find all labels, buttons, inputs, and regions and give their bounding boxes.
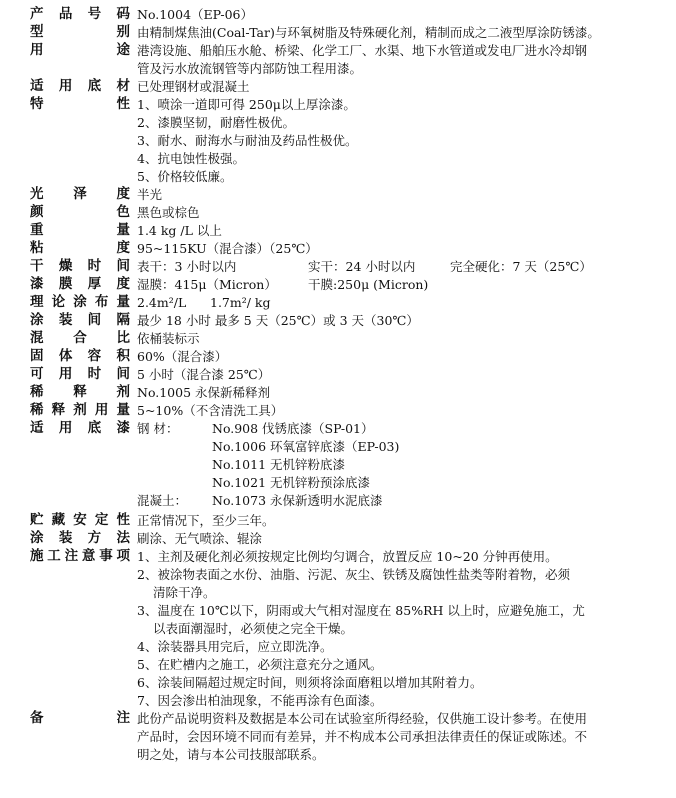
row-usage	[0, 41, 676, 60]
value-dry-full-cure: 完全硬化：7 天（25℃）	[450, 259, 592, 274]
primer-steel-item: No.908 伐锈底漆（SP-01）	[212, 421, 374, 436]
feature-item: 5、价格较低廉。	[137, 169, 233, 184]
note-item: 2、被涂物表面之水份、油脂、污泥、灰尘、铁锈及腐蚀性盐类等附着物，必须	[137, 567, 570, 582]
value-coverage-per-kg: 1.7m²/ kg	[210, 295, 271, 310]
value-interval: 最少 18 小时 最多 5 天（25℃）或 3 天（30℃）	[137, 313, 419, 328]
label-coverage: 理论涂布量	[30, 294, 130, 310]
label-interval: 涂装间隔	[30, 312, 130, 328]
label-mix: 混合比	[30, 330, 130, 346]
primer-concrete-label: 混凝土：	[137, 493, 188, 508]
label-features: 特性	[30, 96, 130, 112]
primer-steel-label: 钢 材：	[137, 421, 179, 436]
note-item: 3、温度在 10℃以下，阴雨或大气相对湿度在 85%RH 以上时，应避免施工，尤	[137, 603, 585, 618]
note-item-cont: 清除干净。	[153, 585, 216, 600]
row-weight	[0, 221, 676, 240]
row-primer	[0, 419, 676, 438]
label-weight: 重量	[30, 222, 130, 238]
label-model: 型别	[30, 24, 130, 40]
row-drying	[0, 257, 676, 276]
row-potlife	[0, 365, 676, 384]
remark-line: 明之处，请与本公司技服部联系。	[137, 747, 325, 762]
row-solids	[0, 347, 676, 366]
label-drying: 干燥时间	[30, 258, 130, 274]
note-item: 5、在贮槽内之施工，必须注意充分之通风。	[137, 657, 383, 672]
label-remark: 备注	[30, 710, 130, 726]
value-mix: 依桶装标示	[137, 331, 200, 346]
label-storage: 贮藏安定性	[30, 512, 130, 528]
value-substrate: 已处理钢材或混凝土	[137, 79, 250, 94]
row-features-cont	[0, 113, 676, 132]
note-item-cont: 以表面潮湿时，必须使之完全干燥。	[153, 621, 354, 636]
label-viscosity: 粘度	[30, 240, 130, 256]
value-weight: 1.4 kg /L 以上	[137, 223, 222, 238]
label-primer: 适用底漆	[30, 420, 130, 436]
feature-item: 2、漆膜坚韧，耐磨性极优。	[137, 115, 295, 130]
value-dry-hard: 实干：24 小时以内	[308, 259, 416, 274]
row-interval	[0, 311, 676, 330]
label-product-no: 产品号码	[30, 6, 130, 22]
value-gloss: 半光	[137, 187, 163, 202]
primer-steel-item: No.1021 无机锌粉预涂底漆	[212, 475, 371, 490]
row-remark-cont	[0, 745, 676, 764]
row-usage-cont	[0, 59, 676, 78]
row-primer-concrete	[0, 491, 676, 510]
row-method	[0, 529, 676, 548]
label-gloss: 光泽度	[30, 186, 130, 202]
row-notes-cont	[0, 691, 676, 710]
row-notes-cont	[0, 601, 676, 620]
row-features	[0, 95, 676, 114]
note-item: 7、因会渗出柏油现象，不能再涂有色面漆。	[137, 693, 383, 708]
row-primer-cont	[0, 455, 676, 474]
label-solids: 固体容积	[30, 348, 130, 364]
value-coverage-per-litre: 2.4m²/L	[137, 295, 187, 310]
row-features-cont	[0, 167, 676, 186]
value-thinner: No.1005 永保新稀释剂	[137, 385, 271, 400]
row-remark-cont	[0, 727, 676, 746]
value-storage: 正常情况下，至少三年。	[137, 513, 275, 528]
value-viscosity: 95~115KU（混合漆）（25℃）	[137, 241, 318, 256]
row-primer-cont	[0, 473, 676, 492]
value-dry-film: 干膜:250μ (Micron)	[308, 277, 429, 292]
value-model: 由精制煤焦油(Coal-Tar)与环氧树脂及特殊硬化剂，精制而成之二液型厚涂防锈漆。	[137, 25, 600, 40]
note-item: 6、涂装间隔超过规定时间，则须将涂面磨粗以增加其附着力。	[137, 675, 483, 690]
row-gloss	[0, 185, 676, 204]
value-potlife: 5 小时（混合漆 25℃）	[137, 367, 271, 382]
label-usage: 用途	[30, 42, 130, 58]
remark-line: 产品时，会因环境不同而有差异，并不构成本公司承担法律责任的保证或陈述。不	[137, 729, 588, 744]
value-dry-surface: 表干：3 小时以内	[137, 259, 237, 274]
label-thinner-amount: 稀释剂用量	[30, 402, 130, 418]
row-features-cont	[0, 131, 676, 150]
row-thickness	[0, 275, 676, 294]
row-notes-cont	[0, 637, 676, 656]
value-method: 刷涂、无气喷涂、辊涂	[137, 531, 263, 546]
primer-steel-item: No.1011 无机锌粉底漆	[212, 457, 346, 472]
feature-item: 1、喷涂一道即可得 250μ以上厚涂漆。	[137, 97, 356, 112]
row-viscosity	[0, 239, 676, 258]
row-color	[0, 203, 676, 222]
row-notes	[0, 547, 676, 566]
row-storage	[0, 511, 676, 530]
label-thinner: 稀释剂	[30, 384, 130, 400]
value-wet-film: 湿膜：415μ（Micron）	[137, 277, 277, 292]
value-product-no: No.1004（EP-06）	[137, 7, 254, 22]
label-method: 涂装方法	[30, 530, 130, 546]
value-solids: 60%（混合漆）	[137, 349, 228, 364]
note-item: 4、涂装器具用完后，应立即洗净。	[137, 639, 333, 654]
value-color: 黑色或棕色	[137, 205, 200, 220]
row-notes-cont	[0, 673, 676, 692]
row-notes-cont	[0, 583, 676, 602]
row-model	[0, 23, 676, 42]
label-potlife: 可用时间	[30, 366, 130, 382]
row-mix	[0, 329, 676, 348]
feature-item: 3、耐水、耐海水与耐油及药品性极优。	[137, 133, 358, 148]
value-usage-line: 管及污水放流钢管等内部防蚀工程用漆。	[137, 61, 363, 76]
primer-steel-item: No.1006 环氧富锌底漆（EP-03)	[212, 439, 400, 454]
row-remark	[0, 709, 676, 728]
row-thinner	[0, 383, 676, 402]
row-substrate	[0, 77, 676, 96]
label-color: 颜色	[30, 204, 130, 220]
value-usage-line: 港湾设施、船舶压水舱、桥梁、化学工厂、水渠、地下水管道或发电厂进水冷却钢	[137, 43, 588, 58]
note-item: 1、主剂及硬化剂必须按规定比例均匀调合，放置反应 10~20 分钟再使用。	[137, 549, 558, 564]
remark-line: 此份产品说明资料及数据是本公司在试验室所得经验，仅供施工设计参考。在使用	[137, 711, 588, 726]
row-notes-cont	[0, 565, 676, 584]
row-notes-cont	[0, 655, 676, 674]
row-coverage	[0, 293, 676, 312]
label-substrate: 适用底材	[30, 78, 130, 94]
row-primer-cont	[0, 437, 676, 456]
primer-concrete-item: No.1073 永保新透明水泥底漆	[212, 493, 383, 508]
row-thinner-amount	[0, 401, 676, 420]
label-thickness: 漆膜厚度	[30, 276, 130, 292]
label-notes: 施工注意事项	[30, 548, 130, 564]
row-product-no	[0, 5, 676, 24]
value-thinner-amount: 5~10%（不含清洗工具）	[137, 403, 284, 418]
feature-item: 4、抗电蚀性极强。	[137, 151, 245, 166]
row-features-cont	[0, 149, 676, 168]
row-notes-cont	[0, 619, 676, 638]
